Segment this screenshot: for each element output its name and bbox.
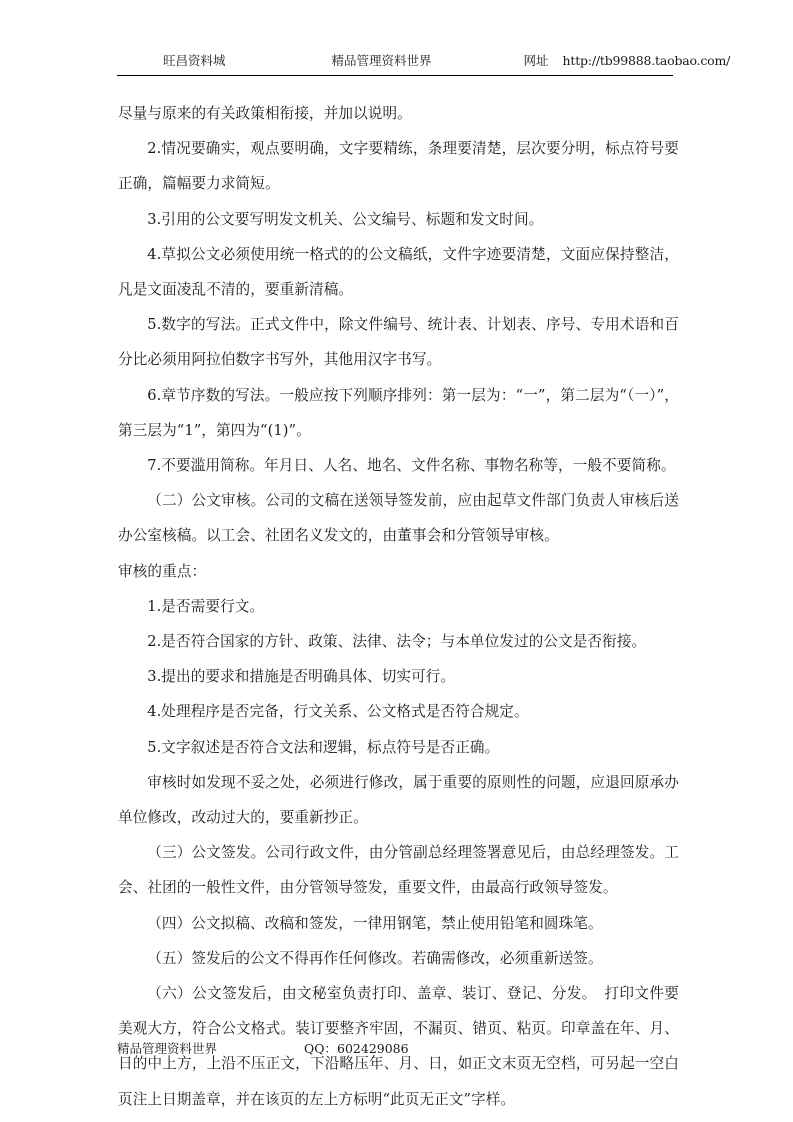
body-paragraph: （三）公文签发。公司行政文件，由分管副总经理签署意见后，由总经理签发。工会、社团的一般性文件，由分管领导签发，重要文件，由最高行政领导签发。 [118, 844, 679, 897]
body-paragraph: 1.是否需要行文。 [147, 597, 265, 615]
footer-qq: QQ：602429086 [304, 1041, 409, 1056]
body-paragraph: 7.不要滥用简称。年月日、人名、地名、文件名称、事物名称等，一般不要简称。 [147, 457, 676, 475]
header-divider [117, 75, 673, 76]
body-paragraph: 审核时如发现不妥之处，必须进行修改，属于重要的原则性的问题，应退回原承办单位修改，改动过大的，要重新抄正。 [118, 773, 679, 827]
body-paragraph: 尽量与原来的有关政策相衔接，并加以说明。 [118, 105, 412, 122]
body-paragraph: 2.情况要确实，观点要明确，文字要精练，条理要清楚，层次要分明，标点符号要正确，篇幅要力求简短。 [118, 140, 679, 193]
body-paragraph: 4.草拟公文必须使用统一格式的的公文稿纸，文件字迹要清楚，文面应保持整洁，凡是文面凌乱不清的，要重新清稿。 [118, 245, 679, 299]
page-header [117, 52, 731, 76]
body-paragraph: 3.提出的要求和措施是否明确具体、切实可行。 [147, 668, 456, 686]
body-paragraph: 5.数字的写法。正式文件中，除文件编号、统计表、计划表、序号、专用术语和百分比必须用阿拉伯数字书写外，其他用汉字书写。 [118, 316, 679, 369]
body-paragraph: 3.引用的公文要写明发文机关、公文编号、标题和发文时间。 [147, 210, 544, 228]
header-title: 精品管理资料世界 [331, 53, 432, 68]
body-paragraph: （二）公文审核。公司的文稿在送领导签发前，应由起草文件部门负责人审核后送办公室核稿。以工会、社团名义发文的，由董事会和分管领导审核。 [118, 492, 679, 545]
body-paragraph: 5.文字叙述是否符合文法和逻辑，标点符号是否正确。 [147, 738, 500, 756]
body-paragraph: （四）公文拟稿、改稿和签发，一律用钢笔，禁止使用铅笔和圆珠笔。 [147, 914, 603, 932]
document-body [118, 96, 679, 1117]
footer-site-name: 精品管理资料世界 [117, 1041, 218, 1056]
body-paragraph: 4.处理程序是否完备，行文关系、公文格式是否符合规定。 [147, 703, 529, 721]
page-footer [117, 1040, 677, 1058]
header-url[interactable]: http://tb99888.taobao.com/ [562, 53, 731, 68]
body-paragraph: （五）签发后的公文不得再作任何修改。若确需修改，必须重新送签。 [147, 949, 603, 967]
body-paragraph: 6.章节序数的写法。一般应按下列顺序排列：第一层为：“一”，第二层为“（一）”，第三层为“1”，第四为“(1)”。 [118, 386, 679, 439]
body-paragraph: 2.是否符合国家的方针、政策、法律、法令；与本单位发过的公文是否衔接。 [147, 633, 647, 651]
header-url-label: 网址 [523, 53, 549, 68]
body-paragraph: 审核的重点： [118, 562, 207, 580]
body-paragraph: （六）公文签发后，由文秘室负责打印、盖章、装订、登记、分发。 打印文件要美观大方，符合公文格式。装订要整齐牢固，不漏页、错页、粘页。印章盖在年、月、日的中上方，上沿不压正文，下沿略压年、月、日，如正文末页无空档，可另起一空白页注上日期盖章，并在该页的左上方标明“此页无正文”字样。 [118, 985, 679, 1108]
header-site-name: 旺昌资料城 [163, 53, 226, 68]
